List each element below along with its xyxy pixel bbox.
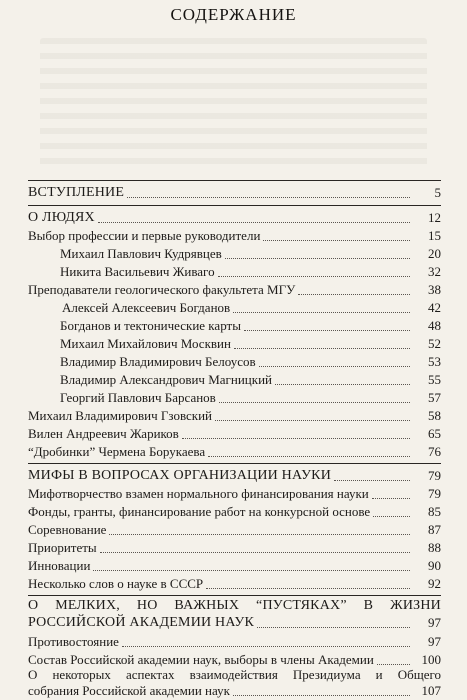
entry-title: Алексей Алексеевич Богданов [62,300,231,315]
dot-leader [93,570,410,571]
entry-title-line2: собрания Российской академии наук [28,683,230,698]
entry-title: Никита Васильевич Живаго [60,264,215,279]
section-title-line1: О МЕЛКИХ, НО ВАЖНЫХ “ПУСТЯКАХ” В ЖИЗНИ [28,598,441,613]
toc-entry [28,280,441,298]
toc-entry [28,574,441,592]
bleed-through-text [40,38,427,168]
dot-leader [98,222,410,223]
dot-leader [334,480,410,481]
divider [28,180,441,181]
entry-title: Состав Российской академии наук, выборы в члены Академии [28,652,374,667]
dot-leader [372,498,410,499]
entry-title: ВСТУПЛЕНИЕ [28,185,125,200]
dot-leader [298,294,410,295]
entry-title: Инновации [28,558,91,573]
entry-title-line1: О некоторых аспектах взаимодействия Президиума и Общего [28,667,441,682]
page-number: 79 [428,468,441,483]
page-number: 97 [428,634,441,649]
page-number: 12 [428,210,441,225]
section-title-line2: РОССИЙСКОЙ АКАДЕМИИ НАУК [28,615,255,630]
toc-entry [28,484,441,502]
toc-entry [28,244,441,262]
divider [28,463,441,464]
page-title: СОДЕРЖАНИЕ [170,5,297,24]
dot-leader [218,276,410,277]
page-number: 42 [428,300,441,315]
toc-entry [28,556,441,574]
page-number: 32 [428,264,441,279]
dot-leader [275,384,410,385]
toc-section [28,208,441,226]
toc-entry [28,226,441,244]
entry-title: Преподаватели геологического факультета МГУ [28,282,296,297]
page-number: 65 [428,426,441,441]
page-number: 48 [428,318,441,333]
toc-entry [28,316,441,334]
entry-title: Георгий Павлович Барсанов [60,390,216,405]
entry-title: Вилен Андреевич Жариков [28,426,179,441]
dot-leader [257,627,410,628]
section-title: О ЛЮДЯХ [28,210,95,225]
toc-section-multiline [28,597,441,614]
dot-leader [215,420,410,421]
toc-entry [28,681,441,699]
dot-leader [208,456,410,457]
entry-title: Выбор профессии и первые руководители [28,228,261,243]
page-number: 20 [428,246,441,261]
dot-leader [122,646,410,647]
entry-title: Михаил Михайлович Москвин [60,336,231,351]
entry-title: Михаил Владимирович Гзовский [28,408,213,423]
page-number: 53 [428,354,441,369]
entry-title: Мифотворчество взамен нормального финансирования науки [28,486,369,501]
dot-leader [219,402,410,403]
page-number: 88 [428,540,441,555]
toc-entry [28,388,441,406]
dot-leader [259,366,410,367]
divider [28,205,441,206]
dot-leader [234,348,410,349]
entry-title: Противостояние [28,634,119,649]
entry-title: Соревнование [28,522,107,537]
page-number: 57 [428,390,441,405]
toc-entry [28,352,441,370]
entry-title: Владимир Александрович Магницкий [60,372,272,387]
page-number: 5 [434,185,441,200]
toc-entry [28,370,441,388]
dot-leader [377,664,410,665]
page-number: 52 [428,336,441,351]
entry-title: “Дробинки” Чермена Борукаева [28,444,206,459]
toc-entry [28,442,441,460]
toc-entry-intro [28,183,441,201]
dot-leader [244,330,410,331]
toc-entry [28,334,441,352]
toc-entry [28,520,441,538]
entry-title: Фонды, гранты, финансирование работ на конкурсной основе [28,504,371,519]
dot-leader [109,534,410,535]
page-number: 15 [428,228,441,243]
toc-entry [28,406,441,424]
page-number: 79 [428,486,441,501]
dot-leader [182,438,410,439]
dot-leader [263,240,410,241]
page-number: 97 [428,615,441,630]
page-number: 85 [428,504,441,519]
page-number: 76 [428,444,441,459]
dot-leader [206,588,410,589]
toc-entry [28,502,441,520]
page-number: 100 [421,652,441,667]
entry-title: Несколько слов о науке в СССР [28,576,204,591]
entry-title: Приоритеты [28,540,97,555]
dot-leader [100,552,410,553]
toc-section [28,466,441,484]
toc-entry [28,538,441,556]
entry-title: Богданов и тектонические карты [60,318,241,333]
page-number: 38 [428,282,441,297]
toc-entry [28,632,441,650]
dot-leader [233,695,410,696]
page-number: 92 [428,576,441,591]
entry-title: Владимир Владимирович Белоусов [60,354,256,369]
section-title: МИФЫ В ВОПРОСАХ ОРГАНИЗАЦИИ НАУКИ [28,468,332,483]
entry-title: Михаил Павлович Кудрявцев [60,246,222,261]
divider [28,595,441,596]
page-number: 90 [428,558,441,573]
toc-entry [28,298,441,316]
page-number: 55 [428,372,441,387]
page-number: 87 [428,522,441,537]
toc-section [28,613,441,631]
dot-leader [233,312,410,313]
dot-leader [127,197,410,198]
dot-leader [225,258,410,259]
dot-leader [373,516,410,517]
toc-entry [28,424,441,442]
toc-entry [28,262,441,280]
page-number: 107 [421,683,441,698]
page-number: 58 [428,408,441,423]
